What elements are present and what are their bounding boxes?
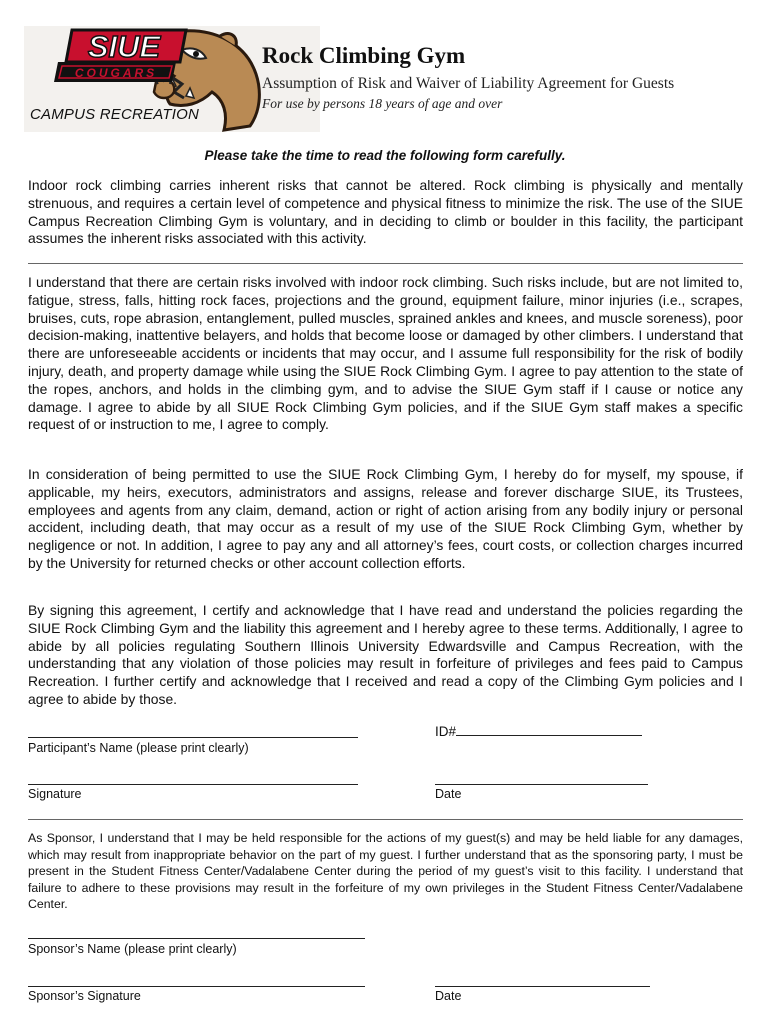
signature-line[interactable] (28, 784, 358, 785)
page-title: Rock Climbing Gym (262, 43, 466, 68)
sponsor-date-label: Date (435, 989, 462, 1003)
paragraph-risks: I understand that there are certain risks involved with indoor rock climbing. Such risks include, but are not limited to, fatigue, stress, falls, hitting rock faces, projections and the ground, equipment failure, minor injuries (i.e., scrapes, bruises, cuts, rope abrasion, entanglement, pulled muscles, sprained ankles and knees, and muscle soreness), poor decision-making, inattentive belayers, and holds that become loose or damaged by other climbers. I understand that there are unforeseeable accidents or incidents that may occur, and I assume full responsibility for the risk of bodily injury, death, and property damage while using the SIUE Rock Climbing Gym. I agree to pay attention to the state of the ropes, anchors, and holds in the climbing gym, and to advise the SIUE Gym staff if I cause or notice any damage. I agree to abide by all SIUE Rock Climbing Gym policies, and if the SIUE Gym staff makes a specific request of or instruction to me, I agree to comply. (28, 274, 743, 433)
divider (28, 263, 743, 264)
sponsor-signature-label: Sponsor’s Signature (28, 989, 141, 1003)
paragraph-release: In consideration of being permitted to use the SIUE Rock Climbing Gym, I hereby do for myself, my spouse, if applicable, my heirs, executors, administrators and assigns, release and forever discharge SIUE, its Trustees, employees and agents from any claim, demand, action or right of action arising from any bodily injury or personal accident, including death, that may occur as a result of my use of the SIUE Rock Climbing Gym, whether by negligence or not. In addition, I agree to pay any and all attorney’s fees, court costs, or collection charges incurred by the University for returned checks or other account collection efforts. (28, 466, 743, 571)
sponsor-name-label: Sponsor’s Name (please print clearly) (28, 942, 237, 956)
paragraph-intro: Indoor rock climbing carries inherent risks that cannot be altered. Rock climbing is physically and mentally strenuous, and requires a certain level of competence and physical fitness to minimize the risk. The use of the SIUE Campus Recreation Climbing Gym is voluntary, and in deciding to climb or boulder in this facility, the participant assumes the inherent risks associated with this activity. (28, 177, 743, 247)
form-subtitle: Assumption of Risk and Waiver of Liability Agreement for Guests (262, 75, 675, 92)
logo-text: SIUE (87, 29, 161, 64)
age-note: For use by persons 18 years of age and over (262, 96, 503, 111)
divider (28, 819, 743, 820)
participant-name-line[interactable] (28, 737, 358, 738)
campus-recreation-label: CAMPUS RECREATION (30, 106, 199, 123)
signature-label: Signature (28, 787, 82, 801)
form-header (262, 42, 674, 112)
sponsor-paragraph: As Sponsor, I understand that I may be held responsible for the actions of my guest(s) and may be held liable for any damages, which may result from inappropriate behavior on the part of my guest. I further understand that as the sponsoring party, I must be present in the Student Fitness Center/Vadalabene Center during the period of my guest’s visit to this facility. I understand that failure to adhere to these provisions may result in the forfeiture of my own privileges in the Student Fitness Center/Vadalabene Center. (28, 831, 743, 911)
logo-subtext: COUGARS (74, 66, 158, 80)
sponsor-signature-line[interactable] (28, 986, 365, 987)
date-label: Date (435, 787, 462, 801)
paragraph-certification: By signing this agreement, I certify and acknowledge that I have read and understand the policies regarding the SIUE Rock Climbing Gym and the liability this agreement and I hereby agree to these terms. Additionally, I agree to abide by all policies regulating Southern Illinois University Edwardsville and Campus Recreation, with the understanding that any violation of those policies may result in forfeiture of privileges and fees paid to Campus Recreation. I further certify and acknowledge that I received and read a copy of the Climbing Gym policies and I agree to abide by those. (28, 602, 743, 707)
id-field[interactable]: ID# (435, 724, 642, 739)
participant-name-label: Participant’s Name (please print clearly) (28, 741, 249, 755)
sponsor-name-line[interactable] (28, 938, 365, 939)
instructions: Please take the time to read the following form carefully. (204, 148, 566, 163)
sponsor-date-line[interactable] (435, 986, 650, 987)
date-line[interactable] (435, 784, 648, 785)
